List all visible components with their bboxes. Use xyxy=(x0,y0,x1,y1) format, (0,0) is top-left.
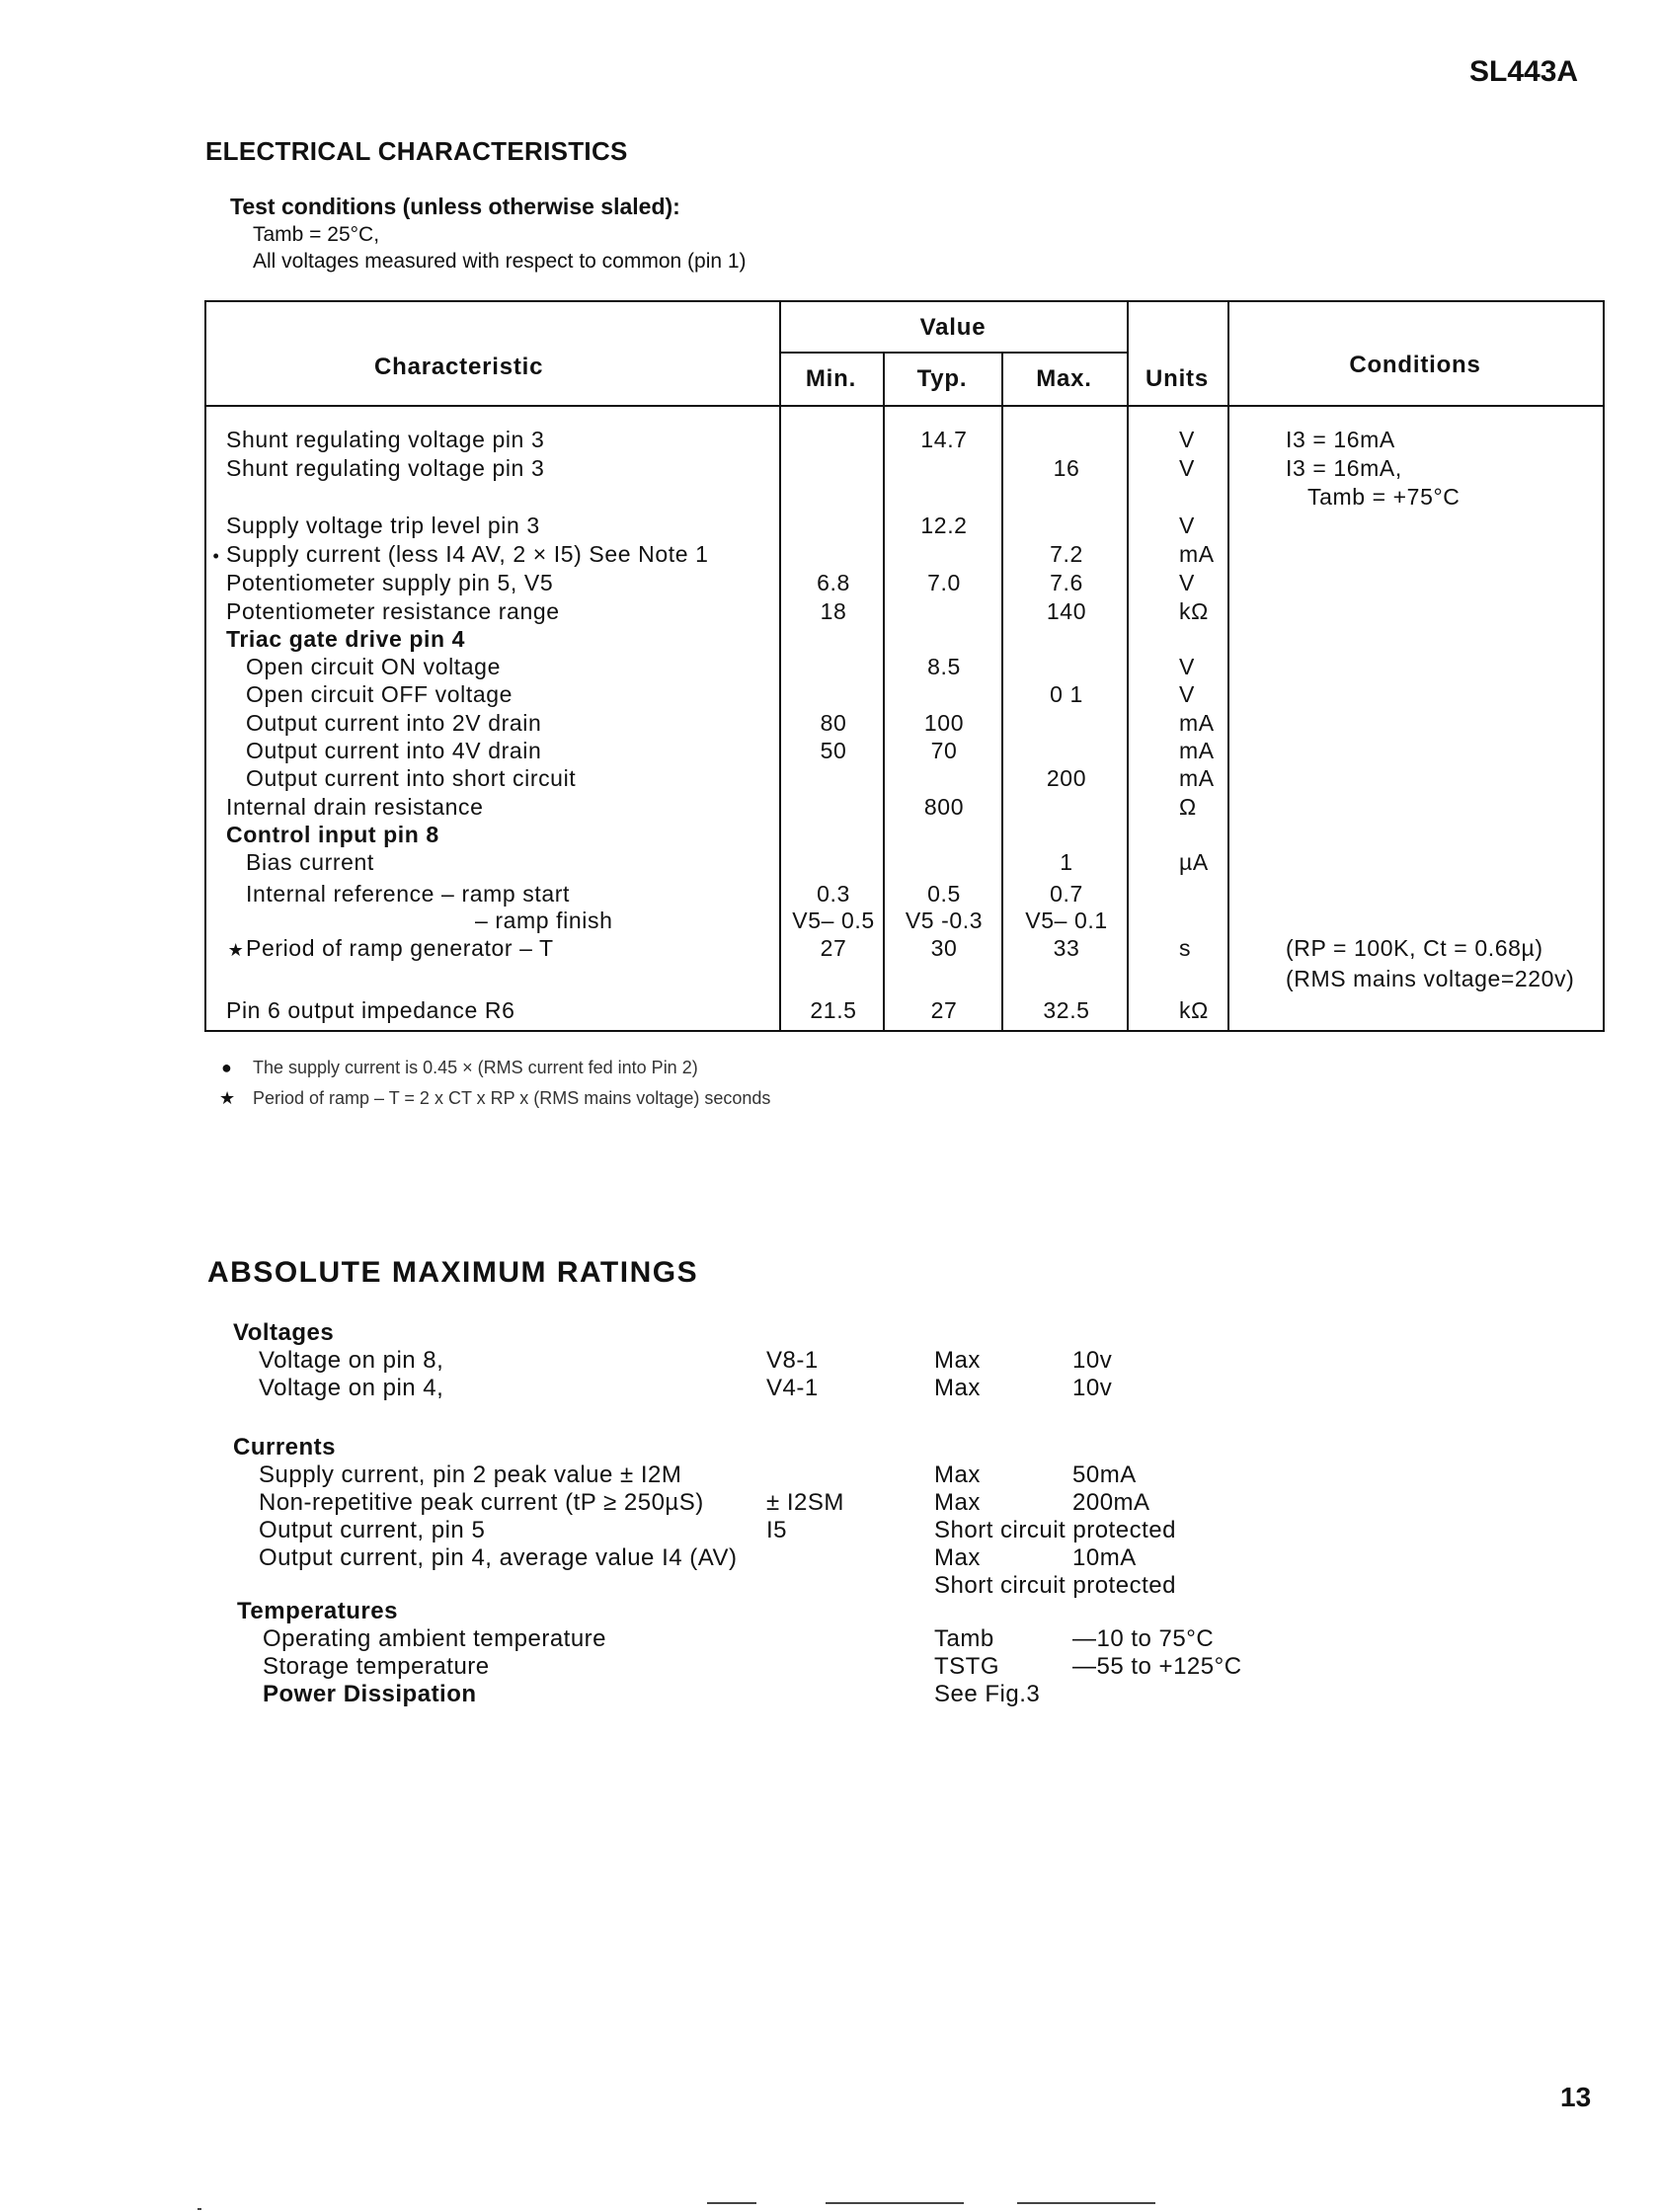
max-cell: 140 xyxy=(1046,598,1087,624)
scan-artifact xyxy=(826,2202,964,2204)
table-row xyxy=(206,710,1603,738)
min-cell: 50 xyxy=(820,738,847,763)
header-characteristic: Characteristic xyxy=(374,354,544,380)
units-cell: V xyxy=(1179,570,1195,595)
table-row xyxy=(206,997,1603,1025)
typ-cell: 800 xyxy=(923,794,965,820)
characteristic-cell: Output current into 2V drain xyxy=(246,710,542,736)
table-row xyxy=(206,849,1603,877)
typ-cell: 0.5 xyxy=(927,881,961,907)
characteristic-cell: Triac gate drive pin 4 xyxy=(226,626,466,652)
table-row xyxy=(206,570,1603,597)
header-conditions: Conditions xyxy=(1349,352,1481,378)
rating-label: Voltage on pin 8, xyxy=(259,1347,444,1374)
star-note-symbol: ★ xyxy=(219,1088,236,1108)
rating-limit: Max xyxy=(934,1347,981,1374)
min-cell: 21.5 xyxy=(810,997,857,1023)
table-row xyxy=(206,966,1603,993)
table-row xyxy=(206,681,1603,709)
max-cell: V5– 0.1 xyxy=(1025,908,1108,933)
units-cell: V xyxy=(1179,681,1195,707)
header-value: Value xyxy=(919,314,987,341)
rating-limit: Max xyxy=(934,1462,981,1488)
typ-cell: 70 xyxy=(930,738,958,763)
bullet-mark: • xyxy=(212,546,220,566)
typ-cell: 100 xyxy=(923,710,965,736)
max-cell: 0.7 xyxy=(1050,881,1083,907)
units-cell: V xyxy=(1179,654,1195,679)
electrical-characteristics-title: ELECTRICAL CHARACTERISTICS xyxy=(205,136,628,166)
characteristic-cell: Pin 6 output impedance R6 xyxy=(226,997,515,1023)
conditions-cell: I3 = 16mA, xyxy=(1286,455,1402,481)
characteristic-cell: Output current into 4V drain xyxy=(246,738,542,763)
table-row xyxy=(206,654,1603,681)
rating-label: Power Dissipation xyxy=(263,1681,477,1707)
conditions-cell: (RMS mains voltage=220v) xyxy=(1286,966,1575,991)
typ-cell: 30 xyxy=(930,935,958,961)
units-cell: mA xyxy=(1179,738,1215,763)
characteristic-cell: Shunt regulating voltage pin 3 xyxy=(226,427,545,452)
characteristic-cell: Potentiometer resistance range xyxy=(226,598,560,624)
rating-limit: Short circuit protected xyxy=(934,1517,1176,1543)
table-row xyxy=(206,455,1603,483)
units-cell: kΩ xyxy=(1179,598,1209,624)
rating-value: 10v xyxy=(1072,1347,1113,1374)
header-units: Units xyxy=(1146,365,1209,392)
scan-artifact xyxy=(198,2208,201,2210)
characteristic-cell: Internal drain resistance xyxy=(226,794,484,820)
rating-label: Supply current, pin 2 peak value ± I2M xyxy=(259,1462,682,1488)
units-cell: µA xyxy=(1179,849,1209,875)
characteristic-cell xyxy=(227,935,554,962)
page-number: 13 xyxy=(1560,2082,1592,2112)
max-cell: 7.6 xyxy=(1050,570,1083,595)
units-cell: kΩ xyxy=(1179,997,1209,1023)
rating-limit: Max xyxy=(934,1375,981,1401)
table-row xyxy=(206,541,1603,569)
units-cell: s xyxy=(1179,935,1192,961)
header-max: Max. xyxy=(1036,365,1092,392)
rating-label: Voltages xyxy=(233,1319,335,1346)
max-cell: 33 xyxy=(1053,935,1080,961)
scan-artifact xyxy=(1017,2202,1155,2204)
characteristic-cell: Bias current xyxy=(246,849,374,875)
header-typ: Typ. xyxy=(916,365,968,392)
rating-value: 200mA xyxy=(1072,1489,1150,1516)
table-row xyxy=(206,822,1603,849)
conditions-cell: I3 = 16mA xyxy=(1286,427,1395,452)
characteristic-cell: Internal reference – ramp start xyxy=(246,881,570,907)
rating-value: —55 to +125°C xyxy=(1072,1653,1242,1680)
rating-limit: Tamb xyxy=(934,1625,994,1652)
min-cell: 80 xyxy=(820,710,847,736)
table-row xyxy=(206,484,1603,512)
typ-cell: 12.2 xyxy=(920,513,968,538)
rating-symbol: V4-1 xyxy=(766,1375,819,1401)
table-row xyxy=(206,513,1603,540)
characteristic-text: Supply current (less I4 AV, 2 × I5) See Note 1 xyxy=(226,541,709,567)
min-cell: 18 xyxy=(820,598,847,624)
rating-label: Storage temperature xyxy=(263,1653,490,1680)
characteristic-cell: Output current into short circuit xyxy=(246,765,577,791)
table-row xyxy=(206,935,1603,963)
rating-limit: TSTG xyxy=(934,1653,999,1680)
rating-symbol: V8-1 xyxy=(766,1347,819,1374)
table-row xyxy=(206,765,1603,793)
rating-label: Non-repetitive peak current (tP ≥ 250µS) xyxy=(259,1489,704,1516)
rating-symbol: I5 xyxy=(766,1517,788,1543)
min-cell: V5– 0.5 xyxy=(792,908,875,933)
star-mark: ★ xyxy=(227,940,245,960)
typ-cell: 8.5 xyxy=(927,654,961,679)
table-row xyxy=(206,794,1603,822)
max-cell: 0 1 xyxy=(1050,681,1083,707)
conditions-cell: Tamb = +75°C xyxy=(1307,484,1461,510)
rating-symbol: ± I2SM xyxy=(766,1489,844,1516)
table-row xyxy=(206,598,1603,626)
units-cell: mA xyxy=(1179,765,1215,791)
table-row xyxy=(206,908,1603,935)
scan-artifact xyxy=(707,2202,756,2204)
rating-value: 10mA xyxy=(1072,1544,1137,1571)
typ-cell: 14.7 xyxy=(920,427,968,452)
table-divider xyxy=(779,352,1127,354)
characteristic-cell: Shunt regulating voltage pin 3 xyxy=(226,455,545,481)
footnote-supply-current: The supply current is 0.45 × (RMS current fed into Pin 2) xyxy=(253,1058,698,1077)
min-cell: 27 xyxy=(820,935,847,961)
units-cell: V xyxy=(1179,427,1195,452)
typ-cell: V5 -0.3 xyxy=(905,908,984,933)
table-row xyxy=(206,738,1603,765)
characteristic-cell xyxy=(212,541,709,568)
characteristic-cell: Potentiometer supply pin 5, V5 xyxy=(226,570,554,595)
rating-label: Temperatures xyxy=(237,1598,398,1624)
max-cell: 16 xyxy=(1053,455,1080,481)
table-divider xyxy=(206,405,1603,407)
typ-cell: 27 xyxy=(930,997,958,1023)
units-cell: mA xyxy=(1179,541,1215,567)
table-row xyxy=(206,427,1603,454)
test-condition-reference: All voltages measured with respect to common (pin 1) xyxy=(253,250,747,273)
conditions-cell: (RP = 100K, Ct = 0.68µ) xyxy=(1286,935,1543,961)
max-cell: 7.2 xyxy=(1050,541,1083,567)
absolute-maximum-ratings-title: ABSOLUTE MAXIMUM RATINGS xyxy=(207,1256,699,1289)
test-conditions-title: Test conditions (unless otherwise slaled): xyxy=(230,194,680,219)
part-number: SL443A xyxy=(1469,55,1579,88)
footnote-ramp-period: Period of ramp – T = 2 x CT x RP x (RMS mains voltage) seconds xyxy=(253,1088,771,1108)
units-cell: V xyxy=(1179,513,1195,538)
min-cell: 6.8 xyxy=(817,570,850,595)
units-cell: V xyxy=(1179,455,1195,481)
characteristic-cell: Open circuit OFF voltage xyxy=(246,681,514,707)
rating-label: Currents xyxy=(233,1434,337,1461)
rating-limit: Max xyxy=(934,1544,981,1571)
rating-label: Output current, pin 5 xyxy=(259,1517,486,1543)
characteristic-cell: Control input pin 8 xyxy=(226,822,439,847)
table-row xyxy=(206,626,1603,654)
characteristic-cell: Supply voltage trip level pin 3 xyxy=(226,513,540,538)
units-cell: mA xyxy=(1179,710,1215,736)
characteristic-text: Period of ramp generator – T xyxy=(246,935,554,961)
rating-value: 10v xyxy=(1072,1375,1113,1401)
min-cell: 0.3 xyxy=(817,881,850,907)
header-min: Min. xyxy=(805,365,857,392)
rating-limit: Short circuit protected xyxy=(934,1572,1176,1599)
units-cell: Ω xyxy=(1179,794,1197,820)
rating-label: Operating ambient temperature xyxy=(263,1625,607,1652)
typ-cell: 7.0 xyxy=(927,570,961,595)
rating-limit: Max xyxy=(934,1489,981,1516)
test-condition-ambient: Tamb = 25°C, xyxy=(253,223,380,246)
rating-value: —10 to 75°C xyxy=(1072,1625,1215,1652)
max-cell: 200 xyxy=(1046,765,1087,791)
rating-limit: See Fig.3 xyxy=(934,1681,1041,1707)
bullet-note-symbol: ● xyxy=(221,1058,232,1077)
max-cell: 32.5 xyxy=(1043,997,1090,1023)
table-row xyxy=(206,881,1603,908)
rating-label: Voltage on pin 4, xyxy=(259,1375,444,1401)
rating-label: Output current, pin 4, average value I4 (AV) xyxy=(259,1544,738,1571)
characteristic-cell: Open circuit ON voltage xyxy=(246,654,501,679)
max-cell: 1 xyxy=(1060,849,1073,875)
electrical-characteristics-table xyxy=(204,300,1605,1032)
characteristic-cell: – ramp finish xyxy=(475,908,613,933)
rating-value: 50mA xyxy=(1072,1462,1137,1488)
